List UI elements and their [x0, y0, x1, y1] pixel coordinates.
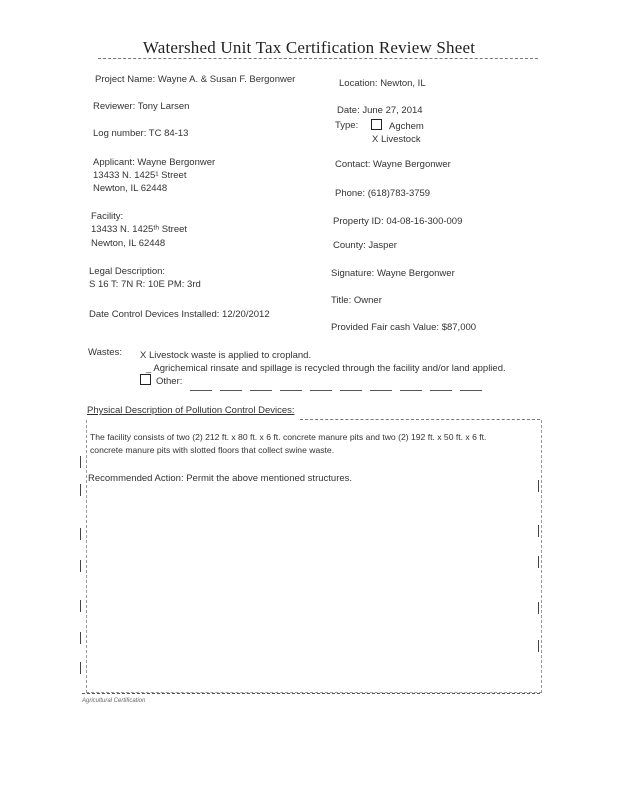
blank-line	[190, 382, 212, 391]
page-title: Watershed Unit Tax Certification Review Sheet	[142, 38, 476, 57]
waste-other-label: Other:	[156, 376, 183, 387]
location: Location: Newton, IL	[339, 78, 426, 89]
facility-street: 13433 N. 1425ᵗʰ Street	[91, 224, 188, 235]
applicant-name: Applicant: Wayne Bergonwer	[93, 157, 216, 168]
margin-mark	[80, 600, 81, 612]
margin-mark	[80, 528, 81, 540]
margin-mark	[538, 640, 539, 652]
log-number: Log number: TC 84-13	[93, 128, 189, 139]
legal-description-label: Legal Description:	[89, 266, 166, 277]
margin-mark	[80, 560, 81, 572]
property-id: Property ID: 04-08-16-300-009	[333, 216, 463, 227]
margin-mark	[80, 632, 81, 644]
margin-mark	[80, 662, 81, 674]
footer-note: Agricultural Certification	[82, 698, 146, 704]
blank-line	[220, 382, 242, 391]
agchem-checkbox	[371, 119, 382, 130]
date-installed: Date Control Devices Installed: 12/20/2012	[89, 309, 270, 320]
waste-livestock: X Livestock waste is applied to cropland.	[140, 350, 312, 361]
waste-other-blanks	[190, 378, 490, 396]
title-underline	[98, 58, 538, 59]
type-livestock: X Livestock	[372, 134, 421, 145]
bottom-rule	[82, 693, 540, 694]
contact: Contact: Wayne Bergonwer	[335, 159, 451, 170]
applicant-city: Newton, IL 62448	[93, 183, 168, 194]
blank-line	[250, 382, 272, 391]
legal-description-value: S 16 T: 7N R: 10E PM: 3rd	[89, 279, 201, 290]
waste-other-checkbox	[140, 374, 151, 385]
blank-line	[310, 382, 332, 391]
wastes-label: Wastes:	[88, 347, 122, 358]
margin-mark	[80, 484, 81, 496]
phone: Phone: (618)783-3759	[335, 188, 431, 199]
physical-description-heading: Physical Description of Pollution Control Devices:	[87, 405, 295, 416]
type-label: Type:	[335, 120, 359, 131]
margin-mark	[538, 602, 539, 614]
blank-line	[400, 382, 422, 391]
signature: Signature: Wayne Bergonwer	[331, 268, 455, 279]
reviewer: Reviewer: Tony Larsen	[93, 101, 190, 112]
project-name: Project Name: Wayne A. & Susan F. Bergonwer	[95, 74, 296, 85]
county: County: Jasper	[333, 240, 397, 251]
applicant-street: 13433 N. 1425¹ Street	[93, 170, 187, 181]
blank-line	[340, 382, 362, 391]
signer-title: Title: Owner	[331, 295, 382, 306]
blank-line	[430, 382, 452, 391]
review-date: Date: June 27, 2014	[337, 105, 423, 116]
margin-mark	[80, 456, 81, 468]
facility-city: Newton, IL 62448	[91, 238, 166, 249]
type-agchem: Agchem	[389, 121, 424, 132]
fair-cash-value: Provided Fair cash Value: $87,000	[331, 322, 477, 333]
description-line-2: concrete manure pits with slotted floors that collect swine waste.	[90, 445, 335, 455]
blank-line	[280, 382, 302, 391]
waste-agrichemical: _ Agrichemical rinsate and spillage is recycled through the facility and/or land applied.	[146, 363, 506, 374]
blank-line	[460, 382, 482, 391]
margin-mark	[538, 480, 539, 492]
blank-line	[370, 382, 392, 391]
description-box	[86, 420, 542, 693]
margin-mark	[538, 525, 539, 537]
margin-mark	[538, 556, 539, 568]
recommended-action: Recommended Action: Permit the above mentioned structures.	[88, 473, 353, 484]
facility-label: Facility:	[91, 211, 124, 222]
description-line-1: The facility consists of two (2) 212 ft. x 80 ft. x 6 ft. concrete manure pits and two (2) 192 ft. x 50 ft. x 6 ft.	[90, 432, 487, 442]
